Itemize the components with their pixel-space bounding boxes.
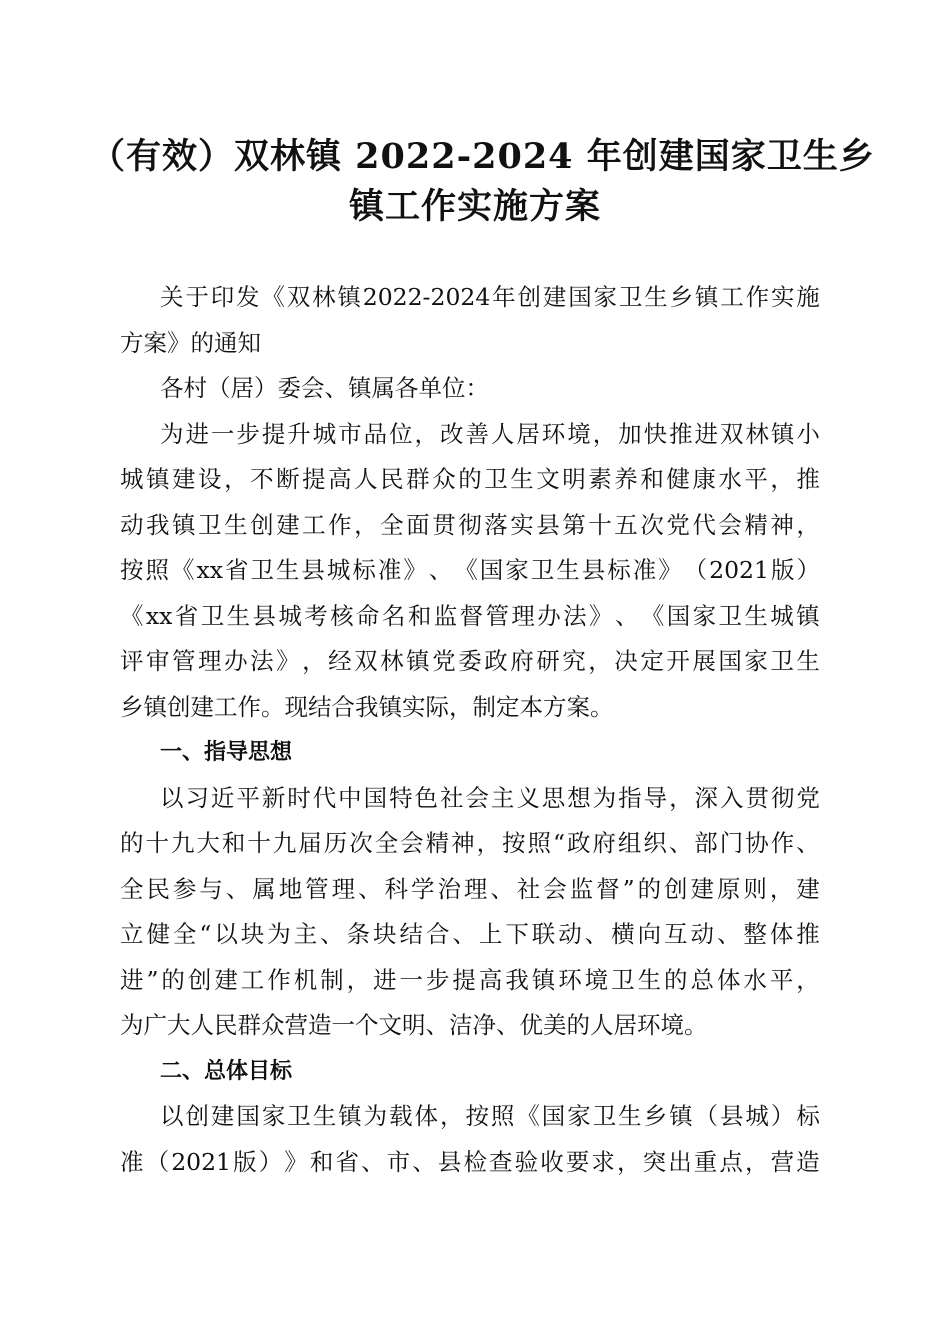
line-text: 方案》的通知 [120, 328, 261, 357]
paragraph-line [120, 457, 830, 503]
paragraph-line [120, 594, 830, 640]
paragraph-line [120, 685, 830, 731]
document-title [90, 132, 875, 232]
line-text: 按 照 《 xx 省 卫 生 县 城 标 准 》 、 《 国 家 卫 生 县 标 准 》 （ 2021 版 ） [120, 556, 820, 584]
paragraph-line [120, 548, 830, 594]
paragraph-line [120, 503, 830, 549]
paragraph-line [120, 275, 830, 321]
line-text: 为广大人民群众营造一个文明、洁净、优美的人居环境。 [120, 1011, 708, 1039]
line-text: 评 审 管 理 办 法 》 ， 经 双 林 镇 党 委 政 府 研 究 ， 决 定 开 展 国 家 卫 生 [120, 647, 820, 675]
line-text: 准 （ 2021 版 ） 》 和 省 、 市 、 县 检 查 验 收 要 求 ， 突 出 重 点 ， 营 造 [120, 1147, 820, 1176]
paragraph-line [120, 1140, 830, 1186]
line-text: 动 我 镇 卫 生 创 建 工 作 ， 全 面 贯 彻 落 实 县 第 十 五 次 党 代 会 精 神 ， [120, 510, 820, 539]
paragraph-line [120, 321, 830, 367]
line-text: 二、总体目标 [160, 1058, 293, 1084]
line-text: 的 十 九 大 和 十 九 届 历 次 全 会 精 神 ， 按 照 “ 政 府 组 织 、 部 门 协 作 、 [120, 829, 820, 857]
section-heading [120, 730, 830, 776]
line-text: 以 创 建 国 家 卫 生 镇 为 载 体 ， 按 照 《 国 家 卫 生 乡 镇 （ 县 城 ） 标 [160, 1102, 820, 1130]
paragraph-line [120, 821, 830, 867]
section-heading [120, 1049, 830, 1095]
line-text: 一、指导思想 [160, 740, 293, 765]
paragraph-line [120, 1003, 830, 1049]
paragraph-line [120, 912, 830, 958]
paragraph-line [120, 412, 830, 458]
paragraph-line [120, 867, 830, 913]
line-text: 进 ” 的 创 建 工 作 机 制 ， 进 一 步 提 高 我 镇 环 境 卫 生 的 总 体 水 平 ， [120, 965, 820, 994]
line-text: 城 镇 建 设 ， 不 断 提 高 人 民 群 众 的 卫 生 文 明 素 养 和 健 康 水 平 ， 推 [120, 465, 820, 493]
line-text: 乡镇创建工作。现结合我镇实际，制定本方案。 [120, 692, 614, 721]
line-text: 立 健 全 “ 以 块 为 主 、 条 块 结 合 、 上 下 联 动 、 横 向 互 动 、 整 体 推 [120, 920, 820, 948]
paragraph-line [120, 776, 830, 822]
line-text: 关 于 印 发 《 双 林 镇 2022-2024 年 创 建 国 家 卫 生 乡 镇 工 作 实 施 [160, 283, 820, 311]
line-text: 各村（居）委会、镇属各单位： [160, 374, 489, 402]
line-text: 《 xx 省 卫 生 县 城 考 核 命 名 和 监 督 管 理 办 法 》 、 《 国 家 卫 生 城 镇 [120, 601, 820, 630]
paragraph-line [120, 1094, 830, 1140]
title-line: （有效）双林镇 2022-2024 年创建国家卫生乡 [90, 136, 875, 177]
line-text: 全 民 参 与 、 属 地 管 理 、 科 学 治 理 、 社 会 监 督 ” 的 创 建 原 则 ， 建 [120, 874, 820, 903]
title-line: 镇工作实施方案 [348, 186, 601, 227]
paragraph-line [120, 366, 830, 412]
line-text: 以 习 近 平 新 时 代 中 国 特 色 社 会 主 义 思 想 为 指 导 ， 深 入 贯 彻 党 [160, 783, 820, 812]
paragraph-line [120, 639, 830, 685]
line-text: 为 进 一 步 提 升 城 市 品 位 ， 改 善 人 居 环 境 ， 加 快 推 进 双 林 镇 小 [160, 419, 820, 448]
document-body [120, 275, 830, 1185]
paragraph-line [120, 958, 830, 1004]
